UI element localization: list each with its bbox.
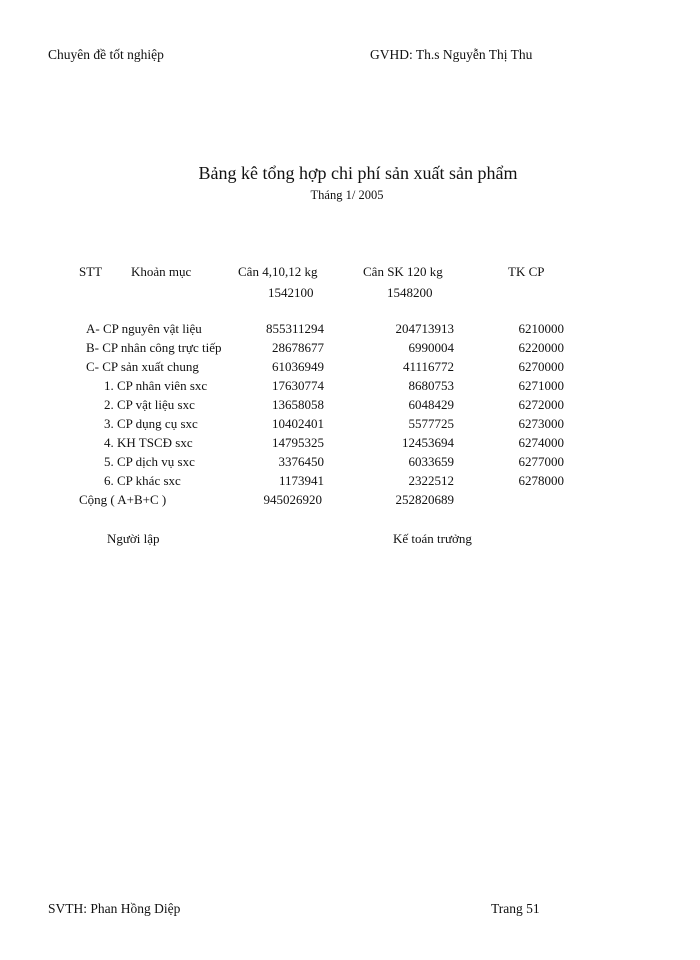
row-label: 4. KH TSCĐ sxc: [104, 435, 193, 450]
table-row: [0, 454, 700, 473]
table-row: [0, 378, 700, 397]
row-value-col2: 6990004: [408, 340, 454, 355]
table-row: [0, 340, 700, 359]
row-value-col1: 1173941: [278, 473, 324, 488]
col-header-item: Khoản mục: [131, 264, 192, 279]
document-subtitle: Tháng 1/ 2005: [310, 188, 384, 202]
table-row: [0, 416, 700, 435]
row-label: 3. CP dụng cụ sxc: [104, 416, 198, 431]
table-row: [0, 359, 700, 378]
col-header-col2: Cân SK 120 kg: [363, 264, 443, 279]
row-value-col2: 6048429: [408, 397, 454, 412]
signature-preparer: Người lập: [107, 531, 160, 546]
page-number: Trang 51: [491, 901, 540, 916]
row-value-col1: 13658058: [272, 397, 324, 412]
row-value-col2: 204713913: [395, 321, 454, 336]
row-account: 6220000: [518, 340, 564, 355]
row-value-col1: 28678677: [272, 340, 324, 355]
row-account: 6274000: [518, 435, 564, 450]
row-account: 6271000: [518, 378, 564, 393]
row-account: 6210000: [518, 321, 564, 336]
col-header-col2-code: 1548200: [387, 285, 433, 300]
row-label: B- CP nhân công trực tiếp: [86, 340, 222, 355]
total-label: Cộng ( A+B+C ): [79, 492, 167, 507]
header-left: Chuyên đề tốt nghiệp: [48, 47, 164, 62]
table-row: [0, 435, 700, 454]
row-account: 6277000: [518, 454, 564, 469]
col-header-col1: Cân 4,10,12 kg: [238, 264, 318, 279]
total-value-col2: 252820689: [395, 492, 454, 507]
row-value-col1: 855311294: [265, 321, 324, 336]
row-value-col2: 8680753: [408, 378, 454, 393]
row-value-col2: 5577725: [408, 416, 454, 431]
row-value-col2: 6033659: [408, 454, 454, 469]
row-value-col2: 12453694: [402, 435, 454, 450]
row-account: 6272000: [518, 397, 564, 412]
footer-left: SVTH: Phan Hồng Diệp: [48, 901, 181, 916]
row-label: 5. CP dịch vụ sxc: [104, 454, 195, 469]
col-header-col1-code: 1542100: [268, 285, 314, 300]
total-value-col1: 945026920: [263, 492, 322, 507]
row-label: A- CP nguyên vật liệu: [86, 321, 202, 336]
row-label: 1. CP nhân viên sxc: [104, 378, 208, 393]
row-account: 6278000: [518, 473, 564, 488]
row-value-col1: 61036949: [272, 359, 324, 374]
table-total-row: [0, 492, 700, 511]
table-row: [0, 473, 700, 492]
row-account: 6273000: [518, 416, 564, 431]
row-value-col1: 10402401: [272, 416, 324, 431]
table-row: [0, 321, 700, 340]
signature-chief-accountant: Kế toán trưởng: [393, 531, 472, 546]
row-value-col1: 14795325: [272, 435, 324, 450]
row-label: 2. CP vật liệu sxc: [104, 397, 195, 412]
row-value-col2: 2322512: [408, 473, 454, 488]
row-value-col1: 3376450: [278, 454, 324, 469]
table-row: [0, 397, 700, 416]
row-value-col2: 41116772: [402, 359, 454, 374]
document-title: Bảng kê tổng hợp chi phí sản xuất sản phẩm: [198, 163, 518, 183]
header-right: GVHD: Th.s Nguyễn Thị Thu: [370, 47, 533, 62]
row-label: 6. CP khác sxc: [104, 473, 181, 488]
row-value-col1: 17630774: [272, 378, 324, 393]
row-account: 6270000: [518, 359, 564, 374]
col-header-stt: STT: [79, 264, 103, 279]
row-label: C- CP sản xuất chung: [86, 359, 199, 374]
col-header-col3: TK CP: [508, 264, 545, 279]
